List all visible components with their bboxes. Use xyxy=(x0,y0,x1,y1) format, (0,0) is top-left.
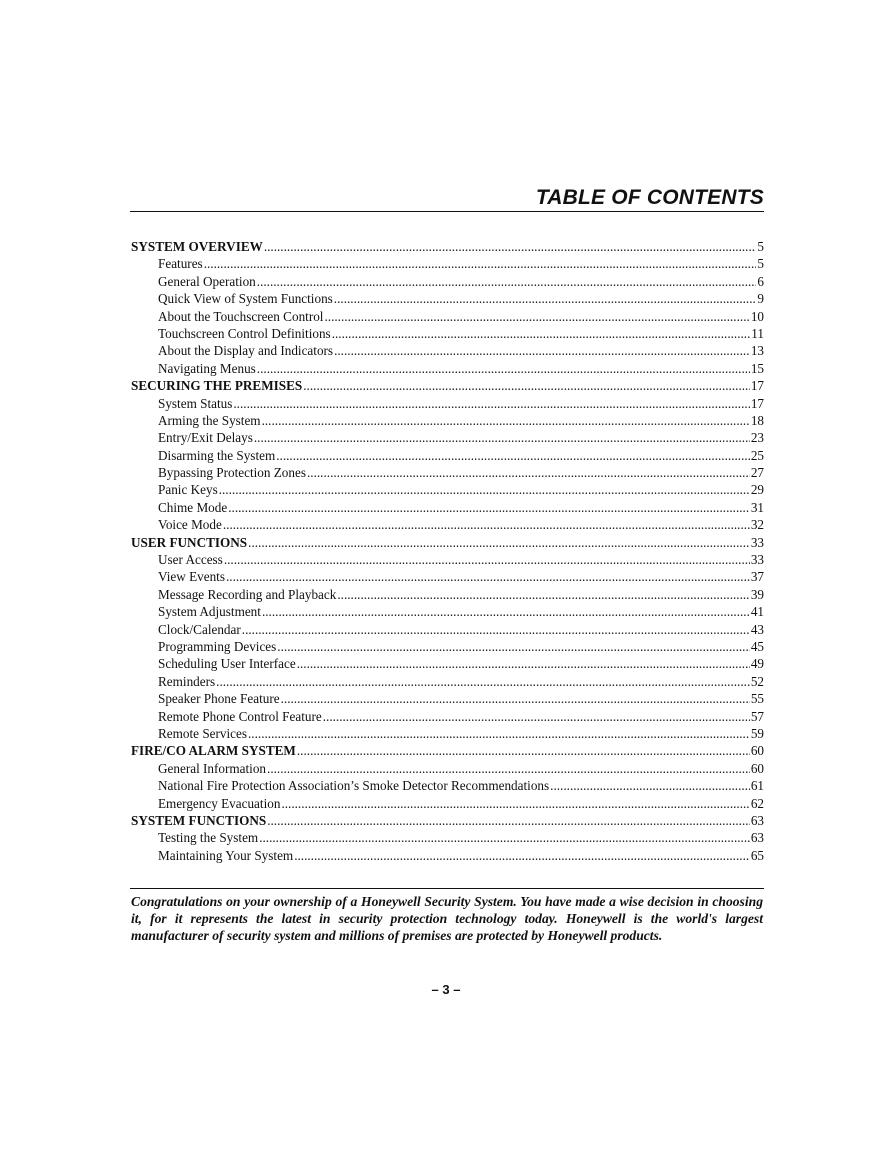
dot-leader xyxy=(334,342,750,359)
toc-entry-label: Touchscreen Control Definitions xyxy=(158,325,331,341)
toc-entry-label: Reminders xyxy=(158,673,216,689)
toc-entry-page-number: 10 xyxy=(750,308,764,324)
title-divider xyxy=(130,211,764,212)
toc-entry-page-number: 18 xyxy=(750,412,764,428)
toc-entry-page-number: 33 xyxy=(750,552,764,568)
dot-leader xyxy=(297,742,750,759)
toc-subsection-entry[interactable] xyxy=(131,360,764,377)
toc-entry-label: Bypassing Protection Zones xyxy=(158,465,306,481)
dot-leader xyxy=(332,325,751,342)
toc-entry-page-number: 15 xyxy=(750,360,764,376)
toc-entry-label: Emergency Evacuation xyxy=(158,795,281,811)
dot-leader xyxy=(223,516,750,533)
dot-leader xyxy=(257,273,757,290)
toc-entry-page-number: 39 xyxy=(750,586,764,602)
dot-leader xyxy=(267,812,750,829)
toc-entry-page-number: 49 xyxy=(750,656,764,672)
toc-section-entry[interactable] xyxy=(131,742,764,759)
toc-subsection-entry[interactable] xyxy=(131,516,764,533)
toc-entry-label: Testing the System xyxy=(158,830,259,846)
dot-leader xyxy=(224,551,750,568)
toc-entry-label: Programming Devices xyxy=(158,638,277,654)
toc-section-entry[interactable] xyxy=(131,238,764,255)
note-divider xyxy=(130,888,764,889)
toc-entry-page-number: 9 xyxy=(757,291,764,307)
table-of-contents xyxy=(131,238,764,864)
dot-leader xyxy=(204,255,757,272)
toc-subsection-entry[interactable] xyxy=(131,760,764,777)
dot-leader xyxy=(281,795,749,812)
dot-leader xyxy=(324,308,749,325)
toc-entry-page-number: 17 xyxy=(750,395,764,411)
toc-entry-label: Remote Phone Control Feature xyxy=(158,708,322,724)
toc-subsection-entry[interactable] xyxy=(131,290,764,307)
toc-entry-label: SYSTEM FUNCTIONS xyxy=(131,812,267,828)
toc-entry-label: General Information xyxy=(158,760,267,776)
dot-leader xyxy=(297,655,750,672)
toc-section-entry[interactable] xyxy=(131,377,764,394)
toc-entry-label: About the Touchscreen Control xyxy=(158,308,324,324)
toc-entry-page-number: 23 xyxy=(750,430,764,446)
toc-entry-label: Remote Services xyxy=(158,725,247,741)
toc-subsection-entry[interactable] xyxy=(131,481,764,498)
toc-subsection-entry[interactable] xyxy=(131,395,764,412)
toc-entry-label: Panic Keys xyxy=(158,482,218,498)
toc-subsection-entry[interactable] xyxy=(131,255,764,272)
dot-leader xyxy=(228,499,750,516)
toc-entry-page-number: 41 xyxy=(750,604,764,620)
dot-leader xyxy=(276,447,750,464)
toc-entry-label: FIRE/CO ALARM SYSTEM xyxy=(131,743,296,759)
toc-entry-label: Scheduling User Interface xyxy=(158,656,296,672)
toc-entry-page-number: 63 xyxy=(750,830,764,846)
toc-entry-page-number: 11 xyxy=(751,325,764,341)
dot-leader xyxy=(242,621,750,638)
toc-entry-page-number: 6 xyxy=(757,273,764,289)
toc-entry-label: Entry/Exit Delays xyxy=(158,430,253,446)
toc-subsection-entry[interactable] xyxy=(131,586,764,603)
toc-subsection-entry[interactable] xyxy=(131,777,764,794)
toc-subsection-entry[interactable] xyxy=(131,325,764,342)
toc-entry-label: Speaker Phone Feature xyxy=(158,691,280,707)
toc-section-entry[interactable] xyxy=(131,812,764,829)
toc-subsection-entry[interactable] xyxy=(131,308,764,325)
toc-subsection-entry[interactable] xyxy=(131,655,764,672)
toc-entry-page-number: 45 xyxy=(750,638,764,654)
dot-leader xyxy=(267,760,750,777)
toc-entry-label: About the Display and Indicators xyxy=(158,343,334,359)
toc-entry-label: Voice Mode xyxy=(158,517,222,533)
toc-entry-label: Chime Mode xyxy=(158,499,228,515)
dot-leader xyxy=(294,847,750,864)
dot-leader xyxy=(257,360,750,377)
dot-leader xyxy=(550,777,750,794)
toc-entry-label: Disarming the System xyxy=(158,447,276,463)
toc-entry-page-number: 59 xyxy=(750,725,764,741)
toc-subsection-entry[interactable] xyxy=(131,725,764,742)
toc-entry-label: Clock/Calendar xyxy=(158,621,241,637)
dot-leader xyxy=(226,568,750,585)
toc-subsection-entry[interactable] xyxy=(131,429,764,446)
toc-subsection-entry[interactable] xyxy=(131,412,764,429)
dot-leader xyxy=(233,395,749,412)
toc-subsection-entry[interactable] xyxy=(131,464,764,481)
toc-entry-page-number: 43 xyxy=(750,621,764,637)
toc-entry-page-number: 31 xyxy=(750,499,764,515)
dot-leader xyxy=(248,534,750,551)
toc-entry-label: Message Recording and Playback xyxy=(158,586,337,602)
dot-leader xyxy=(259,829,750,846)
dot-leader xyxy=(334,290,757,307)
dot-leader xyxy=(264,238,757,255)
toc-entry-page-number: 57 xyxy=(750,708,764,724)
toc-subsection-entry[interactable] xyxy=(131,499,764,516)
toc-entry-label: USER FUNCTIONS xyxy=(131,534,248,550)
toc-entry-label: Navigating Menus xyxy=(158,360,256,376)
toc-entry-label: Quick View of System Functions xyxy=(158,291,333,307)
dot-leader xyxy=(307,464,750,481)
dot-leader xyxy=(262,603,750,620)
toc-subsection-entry[interactable] xyxy=(131,447,764,464)
toc-entry-page-number: 29 xyxy=(750,482,764,498)
dot-leader xyxy=(323,708,750,725)
dot-leader xyxy=(248,725,750,742)
toc-entry-page-number: 5 xyxy=(757,239,764,254)
toc-entry-page-number: 17 xyxy=(750,378,764,394)
toc-entry-label: View Events xyxy=(158,569,225,585)
toc-entry-label: SYSTEM OVERVIEW xyxy=(131,239,263,254)
toc-entry-page-number: 37 xyxy=(750,569,764,585)
dot-leader xyxy=(219,481,750,498)
toc-entry-page-number: 27 xyxy=(750,465,764,481)
toc-entry-page-number: 60 xyxy=(750,743,764,759)
toc-subsection-entry[interactable] xyxy=(131,673,764,690)
toc-entry-page-number: 52 xyxy=(750,673,764,689)
dot-leader xyxy=(277,638,750,655)
page-title: TABLE OF CONTENTS xyxy=(535,186,764,209)
toc-entry-page-number: 32 xyxy=(750,517,764,533)
toc-entry-page-number: 5 xyxy=(757,256,764,272)
toc-entry-label: National Fire Protection Association’s Smoke Detector Recommendations xyxy=(158,778,550,794)
toc-section-entry[interactable] xyxy=(131,534,764,551)
toc-entry-page-number: 65 xyxy=(750,847,764,863)
toc-entry-page-number: 62 xyxy=(750,795,764,811)
toc-subsection-entry[interactable] xyxy=(131,621,764,638)
toc-entry-page-number: 60 xyxy=(750,760,764,776)
toc-entry-label: General Operation xyxy=(158,273,256,289)
congratulations-note: Congratulations on your ownership of a Honeywell Security System. You have made a wise decision in choosing it, for it represents the latest in security protection technology today. Honeywell is the world's largest manufacturer of security system and millions of premises are protected by Honeywell products. xyxy=(131,894,763,944)
toc-subsection-entry[interactable] xyxy=(131,829,764,846)
toc-entry-page-number: 13 xyxy=(750,343,764,359)
dot-leader xyxy=(303,377,750,394)
dot-leader xyxy=(262,412,750,429)
toc-entry-page-number: 63 xyxy=(750,812,764,828)
toc-subsection-entry[interactable] xyxy=(131,638,764,655)
toc-entry-page-number: 25 xyxy=(750,447,764,463)
toc-entry-label: Arming the System xyxy=(158,412,261,428)
toc-subsection-entry[interactable] xyxy=(131,342,764,359)
toc-subsection-entry[interactable] xyxy=(131,690,764,707)
dot-leader xyxy=(254,429,750,446)
page-number: – 3 – xyxy=(431,982,461,997)
toc-subsection-entry[interactable] xyxy=(131,568,764,585)
toc-subsection-entry[interactable] xyxy=(131,551,764,568)
toc-subsection-entry[interactable] xyxy=(131,795,764,812)
toc-entry-page-number: 61 xyxy=(750,778,764,794)
toc-subsection-entry[interactable] xyxy=(131,708,764,725)
toc-entry-label: User Access xyxy=(158,552,223,568)
toc-entry-label: System Status xyxy=(158,395,233,411)
toc-entry-label: SECURING THE PREMISES xyxy=(131,378,303,394)
toc-subsection-entry[interactable] xyxy=(131,603,764,620)
toc-entry-page-number: 33 xyxy=(750,534,764,550)
toc-subsection-entry[interactable] xyxy=(131,847,764,864)
dot-leader xyxy=(281,690,750,707)
dot-leader xyxy=(216,673,750,690)
toc-entry-page-number: 55 xyxy=(750,691,764,707)
toc-subsection-entry[interactable] xyxy=(131,273,764,290)
dot-leader xyxy=(337,586,749,603)
toc-entry-label: System Adjustment xyxy=(158,604,261,620)
toc-entry-label: Maintaining Your System xyxy=(158,847,294,863)
toc-entry-label: Features xyxy=(158,256,203,272)
